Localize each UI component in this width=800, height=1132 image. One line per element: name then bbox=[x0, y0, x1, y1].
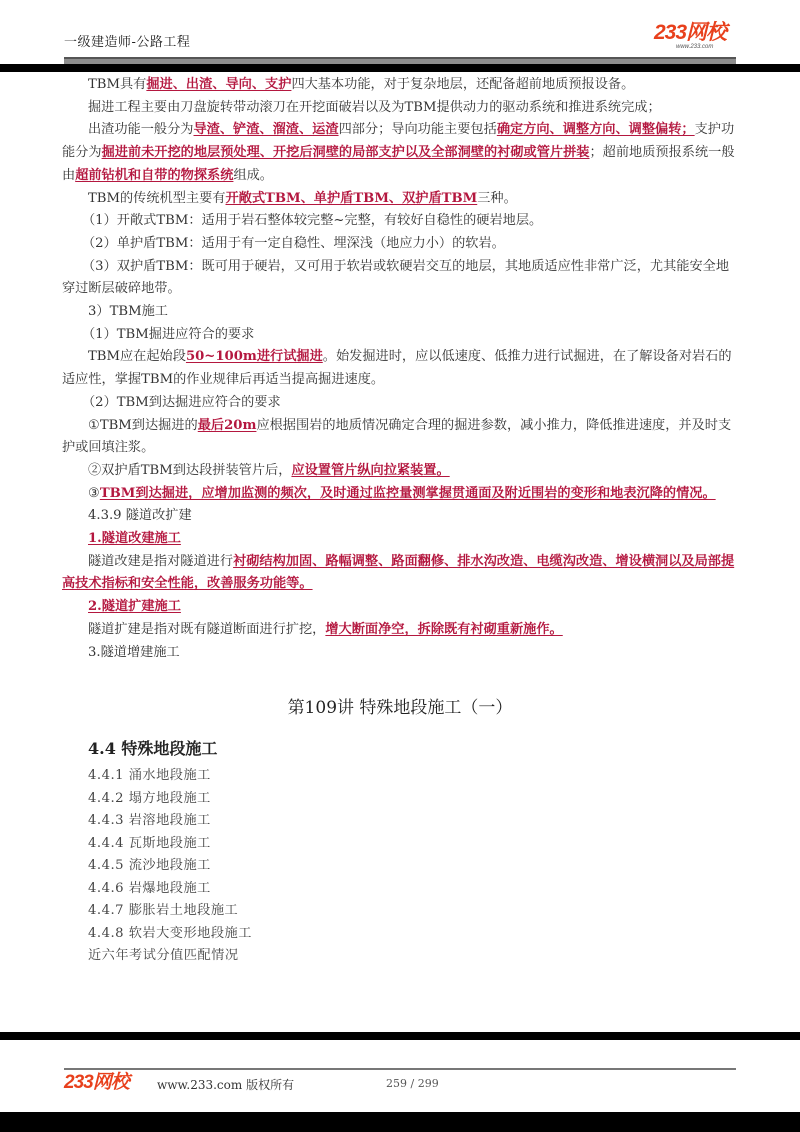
paragraph bbox=[62, 256, 740, 301]
highlighted-text: 增大断面净空，拆除既有衬砌重新施作。 bbox=[325, 621, 563, 637]
text-segment: 四大基本功能，对于复杂地层，还配备超前地质预报设备。 bbox=[291, 77, 635, 92]
document-body bbox=[62, 74, 740, 664]
text-segment: （2）单护盾TBM：适用于有一定自稳性、埋深浅（地应力小）的软岩。 bbox=[82, 235, 505, 251]
text-segment: 应根据围岩的地质情况确定合理的掘进参数，减小推力，降低推进速度，并及时支护或回填注浆。 bbox=[62, 417, 732, 456]
highlighted-text: 应设置管片纵向拉紧装置。 bbox=[291, 462, 450, 478]
toc-item: 4.4.8 软岩大变形地段施工 bbox=[88, 925, 252, 941]
brand-logo-bottom: 233网校 bbox=[64, 1072, 129, 1093]
subsection-heading bbox=[62, 596, 740, 619]
footer-rule bbox=[64, 1068, 736, 1070]
highlighted-text: 最后20m bbox=[197, 417, 257, 433]
page-separator-top bbox=[0, 64, 800, 72]
footer-copyright: www.233.com 版权所有 bbox=[157, 1078, 295, 1092]
text-segment: 隧道扩建是指对既有隧道断面进行扩挖， bbox=[88, 621, 326, 637]
highlighted-text: 衬砌结构加固、路幅调整、路面翻修、排水沟改造、电缆沟改造、增设横洞以及局部提高技术指标和安全性能，改善服务功能等。 bbox=[62, 553, 735, 592]
paragraph bbox=[62, 346, 740, 391]
header-rule bbox=[64, 57, 736, 64]
highlighted-text: TBM到达掘进，应增加监测的频次，及时通过监控量测掌握贯通面及附近围岩的变形和地表沉降的情况。 bbox=[99, 485, 716, 501]
toc-list bbox=[88, 765, 252, 968]
highlighted-text: 开敞式TBM、单护盾TBM、双护盾TBM bbox=[225, 190, 478, 206]
text-segment: ①TBM到达掘进的 bbox=[88, 417, 198, 433]
toc-item: 4.4.1 涌水地段施工 bbox=[88, 768, 211, 783]
text-segment: TBM的传统机型主要有 bbox=[88, 190, 226, 206]
paragraph bbox=[62, 619, 740, 642]
text-segment: （2）TBM到达掘进应符合的要求 bbox=[82, 394, 281, 410]
subsection-heading bbox=[62, 642, 740, 665]
paragraph bbox=[62, 233, 740, 256]
paragraph bbox=[62, 210, 740, 233]
page-separator-bottom bbox=[0, 1032, 800, 1040]
toc-item: 4.4.5 流沙地段施工 bbox=[88, 858, 211, 873]
text-segment: 三种。 bbox=[477, 190, 517, 206]
paragraph bbox=[62, 119, 740, 187]
paragraph bbox=[62, 392, 740, 415]
toc-item: 4.4.6 岩爆地段施工 bbox=[88, 880, 211, 896]
text-segment: 3.隧道增建施工 bbox=[88, 644, 180, 660]
highlighted-text: 掘进前未开挖的地层预处理、开挖后洞壁的局部支护以及全部洞壁的衬砌或管片拼装 bbox=[101, 145, 590, 161]
subsection-heading bbox=[62, 528, 740, 551]
toc-item: 近六年考试分值匹配情况 bbox=[88, 948, 239, 963]
lecture-title: 第109讲 特殊地段施工（一） bbox=[287, 698, 513, 718]
text-segment: （1）TBM掘进应符合的要求 bbox=[82, 326, 255, 342]
highlighted-text: 1.隧道改建施工 bbox=[88, 531, 181, 547]
text-segment: ②双护盾TBM到达段拼装管片后， bbox=[88, 462, 292, 478]
toc-item: 4.4.4 瓦斯地段施工 bbox=[88, 835, 211, 851]
text-segment: （1）开敞式TBM：适用于岩石整体较完整~完整，有较好自稳性的硬岩地层。 bbox=[82, 213, 543, 229]
text-segment: 4.3.9 隧道改扩建 bbox=[88, 508, 192, 524]
toc-item: 4.4.2 塌方地段施工 bbox=[88, 790, 211, 806]
brand-logo-top: 233网校 bbox=[654, 21, 727, 44]
text-segment: 四部分；导向功能主要包括 bbox=[338, 122, 497, 138]
paragraph bbox=[62, 324, 740, 347]
page-separator-end bbox=[0, 1112, 800, 1132]
text-segment: 组成。 bbox=[233, 167, 273, 183]
text-segment: 出渣功能一般分为 bbox=[88, 122, 194, 138]
text-segment: ③ bbox=[88, 485, 100, 501]
text-segment: TBM应在起始段 bbox=[88, 349, 186, 365]
toc-item: 4.4.3 岩溶地段施工 bbox=[88, 813, 211, 828]
text-segment: 掘进工程主要由刀盘旋转带动滚刀在开挖面破岩以及为TBM提供动力的驱动系统和推进系统完成； bbox=[88, 99, 661, 115]
paragraph bbox=[62, 415, 740, 460]
brand-logo-url: www.233.com bbox=[676, 44, 714, 50]
paragraph bbox=[62, 460, 740, 483]
paragraph bbox=[62, 97, 740, 120]
paragraph bbox=[62, 483, 740, 506]
page-number: 259 / 299 bbox=[386, 1077, 439, 1090]
text-segment: TBM具有 bbox=[88, 77, 147, 92]
highlighted-text: 导渣、铲渣、溜渣、运渣 bbox=[193, 122, 339, 138]
section-title: 4.4 特殊地段施工 bbox=[88, 739, 218, 758]
toc-item: 4.4.7 膨胀岩土地段施工 bbox=[88, 903, 239, 918]
highlighted-text: 超前钻机和自带的物探系统 bbox=[75, 167, 234, 183]
section-heading bbox=[62, 505, 740, 528]
highlighted-text: 掘进、出渣、导向、支护 bbox=[146, 77, 292, 92]
text-segment: 隧道改建是指对隧道进行 bbox=[88, 553, 234, 569]
paragraph bbox=[62, 74, 740, 97]
highlighted-text: 2.隧道扩建施工 bbox=[88, 599, 181, 615]
header-title: 一级建造师-公路工程 bbox=[64, 35, 191, 50]
paragraph bbox=[62, 188, 740, 211]
text-segment: ；超前地质预报系统一般由 bbox=[62, 145, 735, 183]
text-segment: 。始发掘进时，应以低速度、低推力进行试掘进，在了解设备对岩石的适应性，掌握TBM的作业规律后再适当提高掘进速度。 bbox=[62, 349, 732, 388]
highlighted-text: 50~100m进行试掘进 bbox=[185, 349, 323, 365]
paragraph bbox=[62, 301, 740, 324]
paragraph bbox=[62, 551, 740, 596]
text-segment: （3）双护盾TBM：既可用于硬岩，又可用于软岩或软硬岩交互的地层，其地质适应性非常广泛，尤其能安全地穿过断层破碎地带。 bbox=[62, 258, 730, 297]
highlighted-text: 确定方向、调整方向、调整偏转； bbox=[496, 122, 695, 138]
text-segment: 支护功能分为 bbox=[62, 122, 735, 161]
text-segment: 3）TBM施工 bbox=[88, 304, 168, 320]
